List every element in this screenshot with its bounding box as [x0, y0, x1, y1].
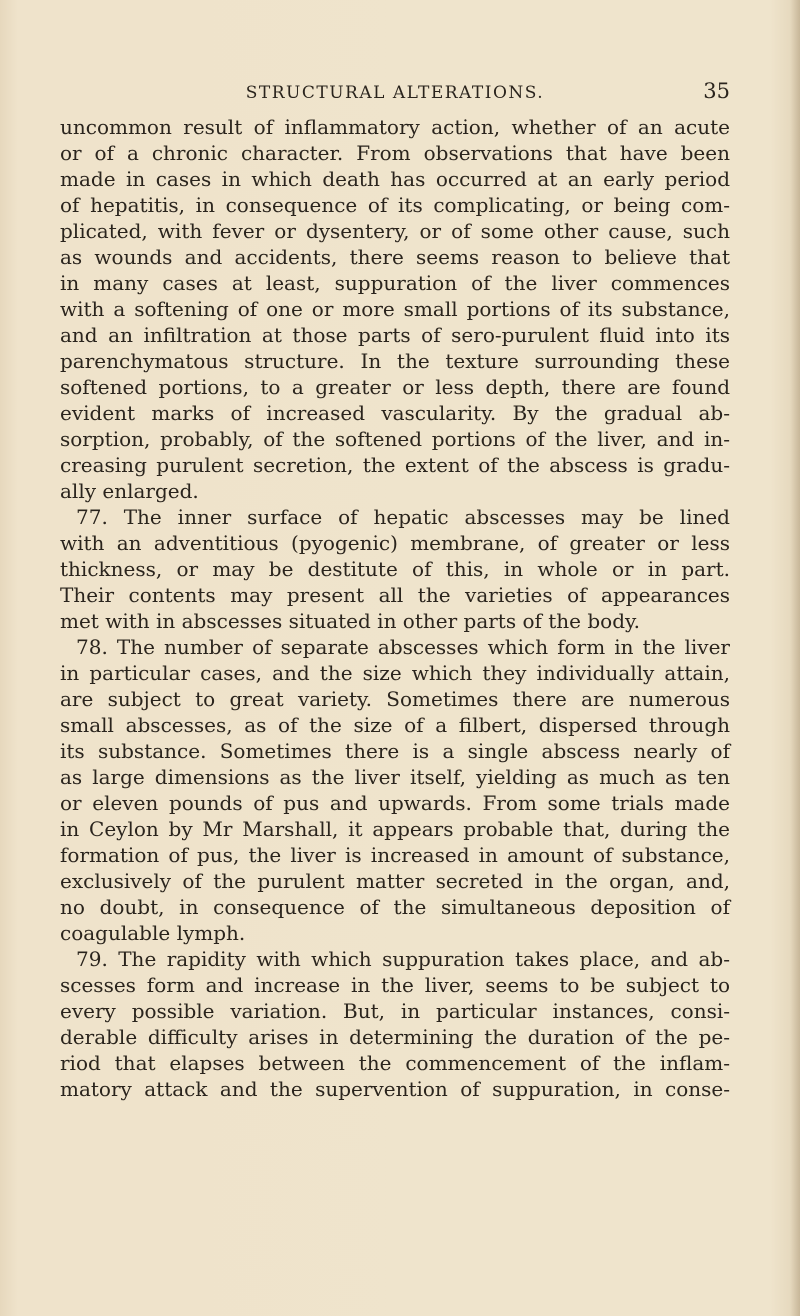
text-line: in Ceylon by Mr Marshall, it appears probable that, during the — [60, 817, 730, 841]
text-line: with a softening of one or more small portions of its substance, — [60, 297, 730, 321]
running-head — [60, 80, 730, 106]
text-line: of hepatitis, in consequence of its complicating, or being com- — [60, 193, 730, 217]
paragraph-79-start: 79. The rapidity with which suppuration takes place, and ab- — [76, 947, 730, 971]
text-line: or eleven pounds of pus and upwards. From some trials made — [60, 791, 730, 815]
text-line: as large dimensions as the liver itself, yielding as much as ten — [60, 765, 730, 789]
text-line: derable difficulty arises in determining the duration of the pe- — [60, 1025, 730, 1049]
text-line: coagulable lymph. — [60, 921, 246, 945]
text-line: in particular cases, and the size which they individually attain, — [60, 661, 730, 685]
paragraph-78-start: 78. The number of separate abscesses which form in the liver — [76, 635, 730, 659]
page-edge-shadow — [790, 0, 800, 1316]
body-text — [60, 114, 730, 1102]
text-line: as wounds and accidents, there seems reason to believe that — [60, 245, 730, 269]
text-line: parenchymatous structure. In the texture surrounding these — [60, 349, 730, 373]
text-line: in many cases at least, suppuration of the liver commences — [60, 271, 730, 295]
text-line: no doubt, in consequence of the simultaneous deposition of — [60, 895, 730, 919]
text-line: sorption, probably, of the softened portions of the liver, and in- — [60, 427, 730, 451]
text-line: riod that elapses between the commencement of the inflam- — [60, 1051, 730, 1075]
text-line: its substance. Sometimes there is a single abscess nearly of — [60, 739, 730, 763]
text-line: every possible variation. But, in particular instances, consi- — [60, 999, 730, 1023]
page-number: 35 — [703, 79, 730, 103]
text-line: thickness, or may be destitute of this, in whole or in part. — [60, 557, 730, 581]
text-line: met with in abscesses situated in other parts of the body. — [60, 609, 641, 633]
text-line: plicated, with fever or dysentery, or of some other cause, such — [60, 219, 730, 243]
text-line: or of a chronic character. From observations that have been — [60, 141, 730, 165]
text-line: creasing purulent secretion, the extent of the abscess is gradu- — [60, 453, 730, 477]
text-line: Their contents may present all the varieties of appearances — [60, 583, 730, 607]
text-line: softened portions, to a greater or less depth, there are found — [60, 375, 730, 399]
text-line: and an infiltration at those parts of sero-purulent fluid into its — [60, 323, 730, 347]
text-line: are subject to great variety. Sometimes there are numerous — [60, 687, 730, 711]
text-line: matory attack and the supervention of suppuration, in conse- — [60, 1077, 730, 1101]
text-line: uncommon result of inflammatory action, whether of an acute — [60, 115, 730, 139]
running-head-title: STRUCTURAL ALTERATIONS. — [245, 83, 545, 103]
text-line: with an adventitious (pyogenic) membrane, of greater or less — [60, 531, 730, 555]
text-line: ally enlarged. — [60, 479, 199, 503]
paragraph-77-start: 77. The inner surface of hepatic abscesses may be lined — [76, 505, 730, 529]
text-line: exclusively of the purulent matter secreted in the organ, and, — [60, 869, 730, 893]
text-line: small abscesses, as of the size of a filbert, dispersed through — [60, 713, 730, 737]
text-line: made in cases in which death has occurred at an early period — [60, 167, 730, 191]
text-line: formation of pus, the liver is increased in amount of substance, — [60, 843, 730, 867]
text-line: scesses form and increase in the liver, seems to be subject to — [60, 973, 730, 997]
text-line: evident marks of increased vascularity. By the gradual ab- — [60, 401, 730, 425]
